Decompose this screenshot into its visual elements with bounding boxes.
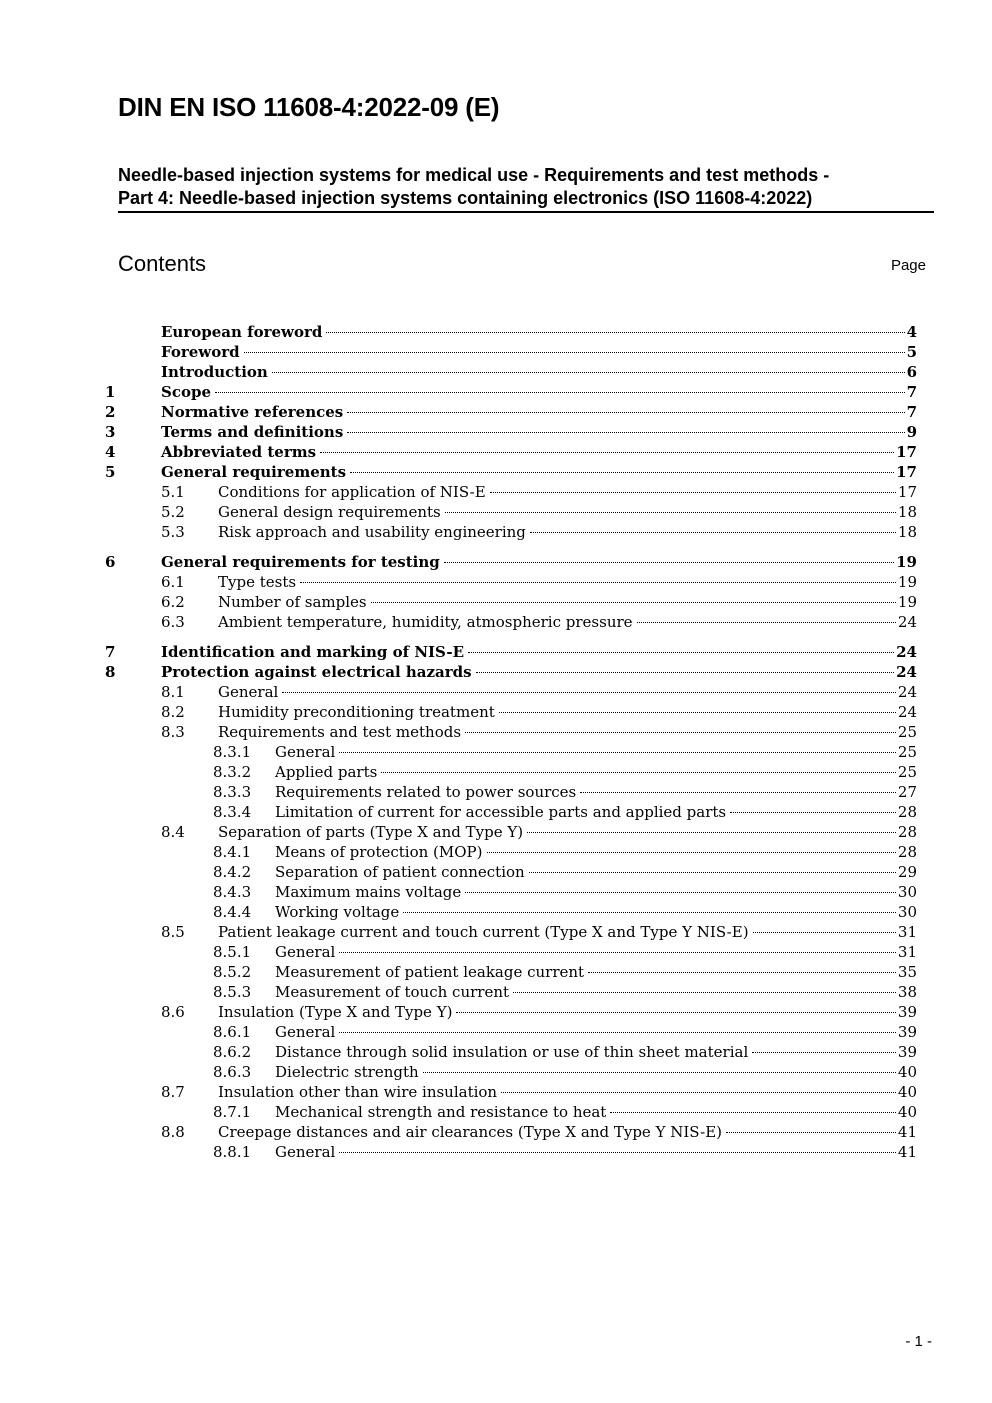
toc-dot-leader — [339, 952, 896, 953]
toc-dot-leader — [490, 492, 896, 493]
toc-dot-leader — [465, 892, 896, 893]
toc-entry-page: 7 — [906, 383, 917, 401]
toc-dot-leader — [468, 652, 894, 653]
toc-entry-number: 8.4.1 — [213, 843, 252, 861]
toc-entry-title: General — [275, 743, 336, 761]
page-number: - 1 - — [905, 1333, 932, 1350]
toc-entry-number: 8.4.3 — [213, 883, 252, 901]
toc-dot-leader — [476, 672, 895, 673]
toc-dot-leader — [752, 1052, 896, 1053]
toc-entry[interactable] — [105, 722, 917, 742]
toc-entry-number: 8.5.2 — [213, 963, 252, 981]
toc-entry-number: 8.5.3 — [213, 983, 252, 1001]
toc-entry-page: 4 — [906, 323, 917, 341]
toc-dot-leader — [339, 1152, 896, 1153]
toc-entry[interactable] — [105, 502, 917, 522]
toc-entry-number: 8.7.1 — [213, 1103, 252, 1121]
toc-entry-page: 6 — [906, 363, 917, 381]
toc-gap — [105, 632, 917, 642]
toc-entry[interactable] — [105, 442, 917, 462]
toc-dot-leader — [487, 852, 896, 853]
toc-entry-page: 40 — [897, 1103, 917, 1121]
toc-entry-number: 1 — [105, 383, 116, 401]
toc-entry-title: Distance through solid insulation or use of thin sheet material — [275, 1043, 749, 1061]
toc-entry-page: 24 — [897, 613, 917, 631]
toc-dot-leader — [465, 732, 896, 733]
toc-entry-page: 30 — [897, 883, 917, 901]
toc-entry-number: 4 — [105, 443, 116, 461]
page-column-label: Page — [890, 257, 926, 274]
toc-entry-page: 39 — [897, 1043, 917, 1061]
contents-heading: Contents — [118, 251, 207, 276]
toc-entry-page: 25 — [897, 763, 917, 781]
toc-entry-page: 19 — [896, 553, 917, 571]
toc-entry-title: Normative references — [161, 403, 344, 421]
toc-entry-page: 25 — [897, 723, 917, 741]
toc-entry-title: General — [275, 1143, 336, 1161]
toc-dot-leader — [326, 332, 904, 333]
toc-entry-title: Identification and marking of NIS-E — [161, 643, 465, 661]
document-subtitle — [118, 164, 934, 213]
toc-dot-leader — [753, 932, 896, 933]
toc-entry[interactable] — [105, 382, 917, 402]
toc-entry-page: 27 — [897, 783, 917, 801]
subtitle-line-1: Needle-based injection systems for medical use - Requirements and test methods - — [118, 165, 830, 185]
toc-dot-leader — [215, 392, 905, 393]
toc-entry-number: 6.3 — [161, 613, 185, 631]
toc-entry-number: 8.6.1 — [213, 1023, 252, 1041]
toc-entry[interactable] — [105, 842, 917, 862]
toc-entry-number: 8.6.3 — [213, 1063, 252, 1081]
toc-dot-leader — [445, 512, 896, 513]
toc-entry-number: 8.4.2 — [213, 863, 252, 881]
toc-entry-page: 25 — [897, 743, 917, 761]
toc-entry-title: Humidity preconditioning treatment — [218, 703, 495, 721]
toc-entry-page: 35 — [897, 963, 917, 981]
toc-dot-leader — [444, 562, 894, 563]
toc-entry-number: 7 — [105, 643, 116, 661]
toc-entry-number: 8.5 — [161, 923, 185, 941]
toc-entry-page: 17 — [896, 443, 917, 461]
toc-entry-number: 8.2 — [161, 703, 185, 721]
toc-entry[interactable] — [105, 682, 917, 702]
toc-entry-title: General requirements — [161, 463, 347, 481]
toc-dot-leader — [588, 972, 896, 973]
toc-entry-number: 8.7 — [161, 1083, 185, 1101]
toc-entry-page: 17 — [896, 463, 917, 481]
toc-entry[interactable] — [105, 612, 917, 632]
toc-entry-page: 31 — [897, 943, 917, 961]
toc-entry-page: 31 — [897, 923, 917, 941]
toc-entry-title: Dielectric strength — [275, 1063, 419, 1081]
toc-entry-title: Separation of patient connection — [275, 863, 525, 881]
toc-entry-title: Scope — [161, 383, 212, 401]
toc-dot-leader — [339, 752, 896, 753]
toc-entry-page: 29 — [897, 863, 917, 881]
toc-entry[interactable] — [105, 1082, 917, 1102]
toc-entry-page: 5 — [906, 343, 917, 361]
toc-entry[interactable] — [105, 1102, 917, 1122]
toc-entry-title: Maximum mains voltage — [275, 883, 462, 901]
toc-entry[interactable] — [105, 1062, 917, 1082]
toc-entry[interactable] — [105, 762, 917, 782]
toc-entry[interactable] — [105, 422, 917, 442]
toc-dot-leader — [347, 412, 904, 413]
toc-dot-leader — [637, 622, 896, 623]
toc-entry-page: 24 — [897, 683, 917, 701]
toc-entry[interactable] — [105, 942, 917, 962]
toc-gap — [105, 542, 917, 552]
toc-entry[interactable] — [105, 462, 917, 482]
toc-entry-title: General — [218, 683, 279, 701]
toc-dot-leader — [530, 532, 896, 533]
toc-entry-title: General — [275, 1023, 336, 1041]
toc-entry-title: Conditions for application of NIS-E — [218, 483, 486, 501]
toc-entry[interactable] — [105, 702, 917, 722]
toc-dot-leader — [501, 1092, 896, 1093]
toc-entry-number: 8.3.3 — [213, 783, 252, 801]
toc-entry[interactable] — [105, 322, 917, 342]
toc-entry[interactable] — [105, 962, 917, 982]
toc-entry[interactable] — [105, 662, 917, 682]
toc-entry-page: 28 — [897, 823, 917, 841]
toc-entry-number: 3 — [105, 423, 116, 441]
toc-entry[interactable] — [105, 1122, 917, 1142]
document-id: DIN EN ISO 11608-4:2022-09 (E) — [118, 92, 500, 122]
toc-entry-page: 24 — [897, 703, 917, 721]
toc-entry-page: 19 — [897, 573, 917, 591]
toc-entry-number: 8.3.2 — [213, 763, 252, 781]
toc-entry[interactable] — [105, 552, 917, 572]
toc-entry-page: 17 — [897, 483, 917, 501]
toc-entry[interactable] — [105, 1042, 917, 1062]
toc-entry-title: Abbreviated terms — [161, 443, 317, 461]
toc-entry[interactable] — [105, 342, 917, 362]
toc-dot-leader — [244, 352, 905, 353]
toc-entry-page: 39 — [897, 1003, 917, 1021]
toc-entry-number: 8.3.1 — [213, 743, 252, 761]
toc-entry-number: 8.3.4 — [213, 803, 252, 821]
toc-entry-number: 8.6.2 — [213, 1043, 252, 1061]
toc-entry[interactable] — [105, 822, 917, 842]
toc-entry-page: 19 — [897, 593, 917, 611]
toc-entry-page: 41 — [897, 1143, 917, 1161]
toc-dot-leader — [339, 1032, 896, 1033]
toc-entry-page: 24 — [896, 663, 917, 681]
toc-entry-page: 39 — [897, 1023, 917, 1041]
table-of-contents — [105, 322, 917, 1162]
toc-entry-number: 6.2 — [161, 593, 185, 611]
toc-dot-leader — [381, 772, 896, 773]
toc-entry[interactable] — [105, 572, 917, 592]
toc-entry-page: 30 — [897, 903, 917, 921]
toc-entry[interactable] — [105, 592, 917, 612]
toc-entry-title: Requirements and test methods — [218, 723, 462, 741]
toc-dot-leader — [320, 452, 894, 453]
toc-dot-leader — [456, 1012, 895, 1013]
toc-dot-leader — [527, 832, 896, 833]
toc-entry[interactable] — [105, 402, 917, 422]
toc-entry-title: Measurement of patient leakage current — [275, 963, 585, 981]
toc-entry[interactable] — [105, 922, 917, 942]
toc-entry[interactable] — [105, 862, 917, 882]
toc-entry-number: 8.8.1 — [213, 1143, 252, 1161]
toc-entry-title: Requirements related to power sources — [275, 783, 577, 801]
toc-entry-title: Insulation other than wire insulation — [218, 1083, 498, 1101]
toc-entry-page: 18 — [897, 503, 917, 521]
toc-dot-leader — [423, 1072, 896, 1073]
toc-entry-title: General — [275, 943, 336, 961]
toc-entry-number: 8.5.1 — [213, 943, 252, 961]
toc-dot-leader — [282, 692, 896, 693]
toc-entry-number: 5.2 — [161, 503, 185, 521]
toc-dot-leader — [371, 602, 896, 603]
toc-entry-page: 40 — [897, 1083, 917, 1101]
toc-entry[interactable] — [105, 982, 917, 1002]
toc-dot-leader — [513, 992, 896, 993]
toc-entry-page: 28 — [897, 843, 917, 861]
toc-dot-leader — [272, 372, 905, 373]
toc-entry-title: Introduction — [161, 363, 268, 381]
toc-entry[interactable] — [105, 902, 917, 922]
toc-entry-title: Foreword — [161, 343, 240, 361]
toc-dot-leader — [300, 582, 896, 583]
toc-entry-title: General requirements for testing — [161, 553, 440, 571]
toc-entry[interactable] — [105, 782, 917, 802]
toc-entry-number: 8.4 — [161, 823, 185, 841]
toc-entry-title: Applied parts — [275, 763, 378, 781]
toc-dot-leader — [726, 1132, 896, 1133]
toc-entry-title: General design requirements — [218, 503, 441, 521]
toc-dot-leader — [529, 872, 896, 873]
toc-dot-leader — [580, 792, 896, 793]
toc-entry[interactable] — [105, 1002, 917, 1022]
toc-entry-number: 2 — [105, 403, 116, 421]
toc-entry[interactable] — [105, 362, 917, 382]
toc-entry-title: Risk approach and usability engineering — [218, 523, 526, 541]
toc-entry-page: 24 — [896, 643, 917, 661]
toc-entry-title: Type tests — [218, 573, 297, 591]
toc-dot-leader — [350, 472, 894, 473]
toc-entry-page: 28 — [897, 803, 917, 821]
toc-entry-title: Protection against electrical hazards — [161, 663, 472, 681]
toc-entry-number: 6 — [105, 553, 116, 571]
toc-entry[interactable] — [105, 1022, 917, 1042]
toc-entry-number: 8.4.4 — [213, 903, 252, 921]
toc-entry[interactable] — [105, 802, 917, 822]
toc-entry-number: 8 — [105, 663, 116, 681]
toc-entry-title: Creepage distances and air clearances (Type X and Type Y NIS-E) — [218, 1123, 722, 1141]
toc-entry[interactable] — [105, 522, 917, 542]
subtitle-line-2: Part 4: Needle-based injection systems containing electronics (ISO 11608-4:2022) — [118, 188, 813, 208]
toc-entry-title: Limitation of current for accessible parts and applied parts — [275, 803, 727, 821]
toc-entry-title: Means of protection (MOP) — [275, 843, 483, 861]
toc-entry-title: Mechanical strength and resistance to heat — [275, 1103, 607, 1121]
toc-entry-title: Number of samples — [218, 593, 367, 611]
toc-entry-number: 8.1 — [161, 683, 185, 701]
toc-entry-title: Ambient temperature, humidity, atmospheric pressure — [218, 613, 633, 631]
toc-entry-number: 8.3 — [161, 723, 185, 741]
toc-entry-number: 5.3 — [161, 523, 185, 541]
toc-dot-leader — [610, 1112, 896, 1113]
toc-entry-page: 9 — [906, 423, 917, 441]
toc-entry-page: 18 — [897, 523, 917, 541]
toc-entry[interactable] — [105, 482, 917, 502]
toc-entry-title: European foreword — [161, 323, 323, 341]
toc-entry[interactable] — [105, 1142, 917, 1162]
toc-entry-number: 5.1 — [161, 483, 185, 501]
toc-entry-number: 5 — [105, 463, 116, 481]
toc-entry[interactable] — [105, 882, 917, 902]
toc-entry-title: Terms and definitions — [161, 423, 344, 441]
toc-entry-page: 38 — [897, 983, 917, 1001]
toc-entry-page: 41 — [897, 1123, 917, 1141]
toc-entry-page: 7 — [906, 403, 917, 421]
toc-entry-number: 8.6 — [161, 1003, 185, 1021]
toc-dot-leader — [730, 812, 896, 813]
toc-entry-title: Insulation (Type X and Type Y) — [218, 1003, 453, 1021]
toc-entry-page: 40 — [897, 1063, 917, 1081]
toc-dot-leader — [347, 432, 904, 433]
toc-dot-leader — [403, 912, 896, 913]
toc-entry-number: 6.1 — [161, 573, 185, 591]
toc-entry-title: Patient leakage current and touch current (Type X and Type Y NIS-E) — [218, 923, 749, 941]
toc-entry-title: Working voltage — [275, 903, 400, 921]
toc-entry-title: Measurement of touch current — [275, 983, 510, 1001]
toc-dot-leader — [499, 712, 896, 713]
toc-entry[interactable] — [105, 742, 917, 762]
toc-entry-number: 8.8 — [161, 1123, 185, 1141]
toc-entry-title: Separation of parts (Type X and Type Y) — [218, 823, 524, 841]
toc-entry[interactable] — [105, 642, 917, 662]
